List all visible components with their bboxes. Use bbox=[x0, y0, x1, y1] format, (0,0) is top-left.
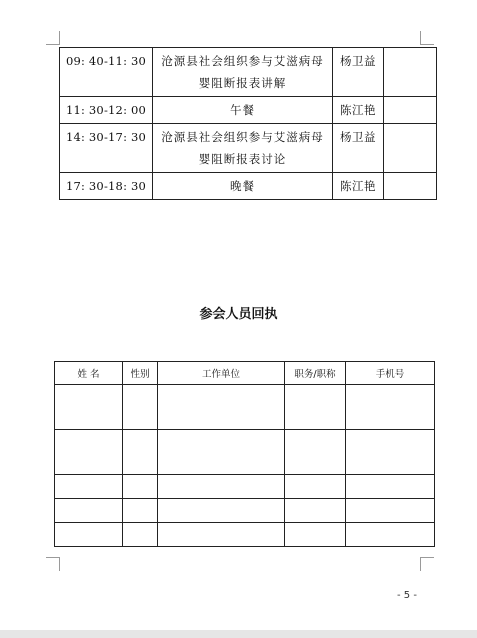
schedule-extra-cell bbox=[384, 124, 437, 173]
blank-cell[interactable] bbox=[346, 475, 435, 499]
blank-cell[interactable] bbox=[285, 430, 346, 475]
attendee-receipt-table bbox=[54, 361, 435, 547]
blank-cell[interactable] bbox=[123, 430, 158, 475]
receipt-blank-row bbox=[55, 385, 435, 430]
schedule-person: 杨卫益 bbox=[333, 124, 384, 173]
blank-cell[interactable] bbox=[55, 385, 123, 430]
receipt-header-row bbox=[55, 362, 435, 385]
crop-mark-bottom-left bbox=[46, 557, 60, 571]
schedule-row bbox=[60, 97, 437, 124]
schedule-person: 陈江艳 bbox=[333, 97, 384, 124]
receipt-blank-row bbox=[55, 499, 435, 523]
schedule-row bbox=[60, 48, 437, 97]
blank-cell[interactable] bbox=[55, 430, 123, 475]
receipt-blank-row bbox=[55, 430, 435, 475]
schedule-extra-cell bbox=[384, 97, 437, 124]
blank-cell[interactable] bbox=[158, 499, 285, 523]
blank-cell[interactable] bbox=[285, 475, 346, 499]
schedule-time: 14: 30-17: 30 bbox=[60, 124, 153, 173]
header-mobile: 手机号 bbox=[346, 362, 435, 385]
schedule-topic: 沧源县社会组织参与艾滋病母婴阻断报表讲解 bbox=[153, 48, 333, 97]
blank-cell[interactable] bbox=[346, 499, 435, 523]
schedule-time: 17: 30-18: 30 bbox=[60, 173, 153, 200]
blank-cell[interactable] bbox=[346, 523, 435, 547]
crop-mark-top-left bbox=[46, 31, 60, 45]
blank-cell[interactable] bbox=[55, 523, 123, 547]
blank-cell[interactable] bbox=[123, 523, 158, 547]
schedule-person: 陈江艳 bbox=[333, 173, 384, 200]
receipt-blank-row bbox=[55, 523, 435, 547]
receipt-title: 参会人员回执 bbox=[199, 307, 278, 322]
blank-cell[interactable] bbox=[55, 499, 123, 523]
crop-mark-bottom-right bbox=[420, 557, 434, 571]
schedule-topic: 沧源县社会组织参与艾滋病母婴阻断报表讨论 bbox=[153, 124, 333, 173]
blank-cell[interactable] bbox=[158, 385, 285, 430]
viewer-bottom-bar bbox=[0, 630, 477, 638]
header-name: 姓 名 bbox=[55, 362, 123, 385]
blank-cell[interactable] bbox=[158, 430, 285, 475]
schedule-row bbox=[60, 173, 437, 200]
header-work-unit: 工作单位 bbox=[158, 362, 285, 385]
schedule-extra-cell bbox=[384, 48, 437, 97]
schedule-extra-cell bbox=[384, 173, 437, 200]
crop-mark-top-right bbox=[420, 31, 434, 45]
blank-cell[interactable] bbox=[123, 475, 158, 499]
schedule-row bbox=[60, 124, 437, 173]
schedule-topic: 午餐 bbox=[153, 97, 333, 124]
receipt-blank-row bbox=[55, 475, 435, 499]
blank-cell[interactable] bbox=[123, 385, 158, 430]
schedule-table bbox=[59, 47, 437, 200]
blank-cell[interactable] bbox=[346, 430, 435, 475]
schedule-person: 杨卫益 bbox=[333, 48, 384, 97]
blank-cell[interactable] bbox=[123, 499, 158, 523]
schedule-time: 11: 30-12: 00 bbox=[60, 97, 153, 124]
blank-cell[interactable] bbox=[55, 475, 123, 499]
schedule-time: 09: 40-11: 30 bbox=[60, 48, 153, 97]
blank-cell[interactable] bbox=[158, 475, 285, 499]
blank-cell[interactable] bbox=[285, 385, 346, 430]
blank-cell[interactable] bbox=[346, 385, 435, 430]
page-number: - 5 - bbox=[397, 590, 417, 601]
blank-cell[interactable] bbox=[285, 499, 346, 523]
blank-cell[interactable] bbox=[158, 523, 285, 547]
schedule-topic: 晚餐 bbox=[153, 173, 333, 200]
header-gender: 性别 bbox=[123, 362, 158, 385]
blank-cell[interactable] bbox=[285, 523, 346, 547]
header-position-title: 职务/职称 bbox=[285, 362, 346, 385]
